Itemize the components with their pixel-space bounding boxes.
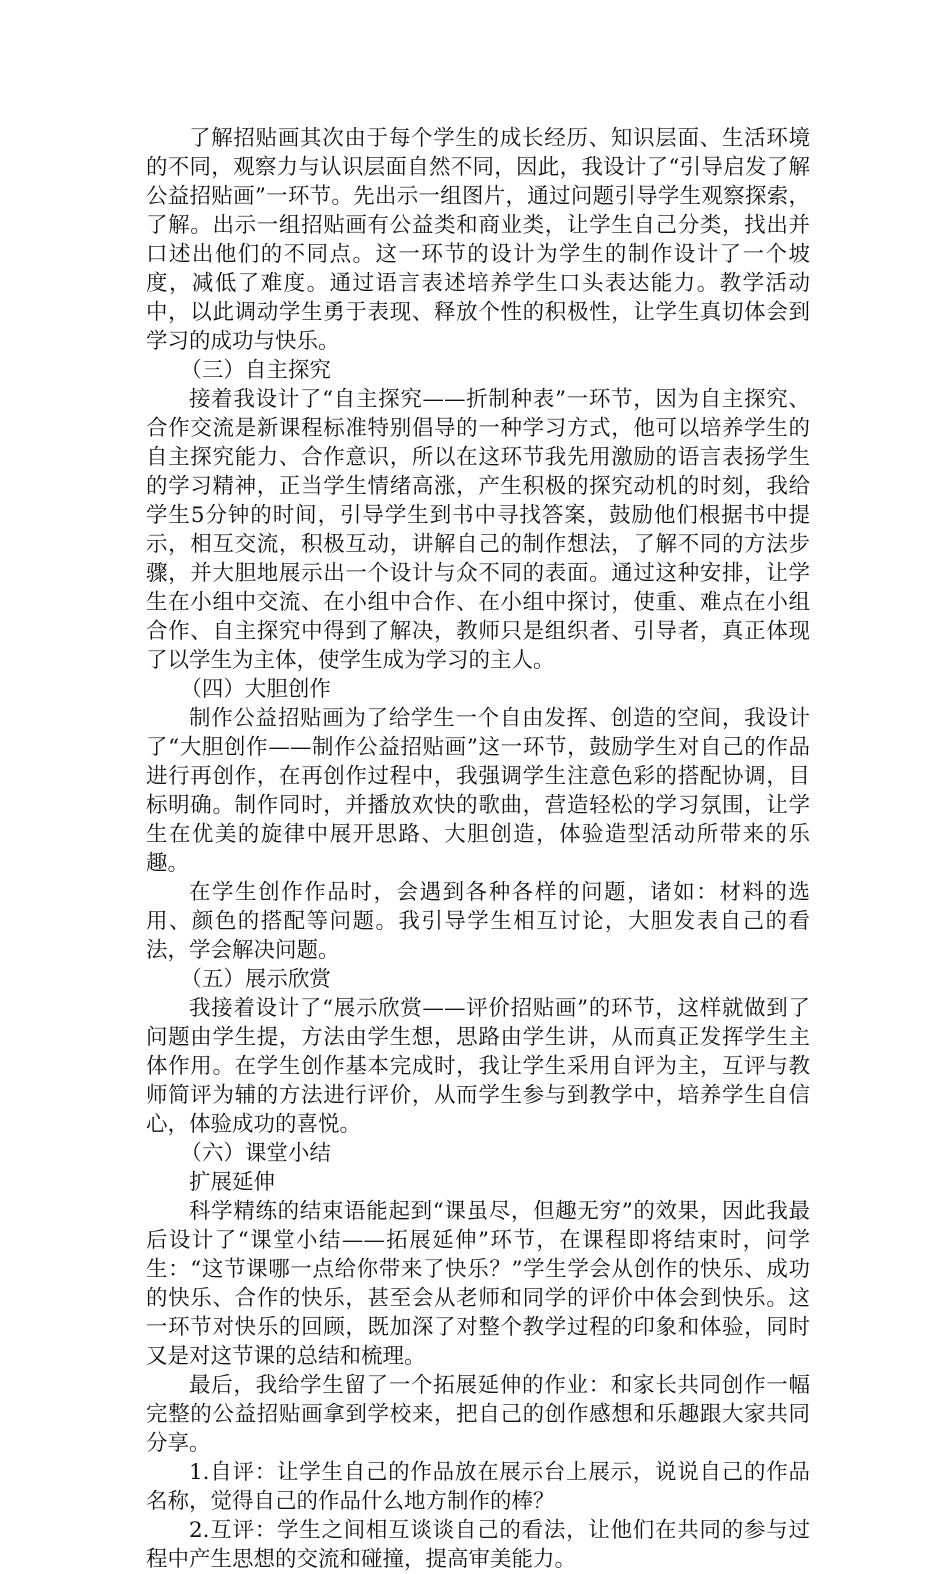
paragraph-summary: 科学精练的结束语能起到“课虽尽，但趣无穷”的效果，因此我最后设计了“课堂小结——拓展延伸”环节，在课程即将结束时，问学生：“这节课哪一点给你带来了快乐？”学生学会从创作的快乐、成功的快乐、合作的快乐，甚至会从老师和同学的评价中体会到快乐。这一环节对快乐的回顾，既加深了对整个教学过程的印象和体验，同时又是对这节课的总结和梳理。 [146, 1199, 810, 1369]
section-heading-6: （六）课堂小结 [180, 1141, 331, 1166]
paragraph-bold-create: 制作公益招贴画为了给学生一个自由发挥、创造的空间，我设计了“大胆创作——制作公益招贴画”这一环节，鼓励学生对自己的作品进行再创作，在再创作过程中，我强调学生注意色彩的搭配协调，目标明确。制作同时，并播放欢快的歌曲，营造轻松的学习氛围，让学生在优美的旋律中展开思路、大胆创造，体验造型活动所带来的乐趣。 [146, 706, 810, 876]
paragraph-self-eval: 1.自评：让学生自己的作品放在展示台上展示，说说自己的作品名称，觉得自己的作品什么地方制作的棒？ [146, 1460, 810, 1514]
paragraph-self-explore: 接着我设计了“自主探究——折制种表”一环节，因为自主探究、合作交流是新课程标准特别倡导的一种学习方式，他可以培养学生的自主探究能力、合作意识，所以在这环节我先用激励的语言表扬学生的学习精神，正当学生情绪高涨，产生积极的探究动机的时刻，我给学生5分钟的时间，引导学生到书中寻找答案，鼓励他们根据书中提示，相互交流，积极互动，讲解自己的制作想法，了解不同的方法步骤，并大胆地展示出一个设计与众不同的表面。通过这种安排，让学生在小组中交流、在小组中合作、在小组中探讨，使重、难点在小组合作、自主探究中得到了解决，教师只是组织者、引导者，真正体现了以学生为主体，使学生成为学习的主人。 [146, 387, 810, 673]
paragraph-peer-eval: 2.互评：学生之间相互谈谈自己的看法，让他们在共同的参与过程中产生思想的交流和碰撞，提高审美能力。 [146, 1518, 810, 1572]
paragraph-display: 我接着设计了“展示欣赏——评价招贴画”的环节，这样就做到了问题由学生提，方法由学生想，思路由学生讲，从而真正发挥学生主体作用。在学生创作基本完成时，我让学生采用自评为主，互评与教师简评为辅的方法进行评价，从而学生参与到教学中，培养学生自信心，体验成功的喜悦。 [146, 996, 810, 1137]
document-page [146, 124, 810, 1574]
paragraph-problems: 在学生创作作品时，会遇到各种各样的问题，诸如：材料的选用、颜色的搭配等问题。我引导学生相互讨论，大胆发表自己的看法，学会解决问题。 [146, 880, 810, 963]
paragraph-homework: 最后，我给学生留了一个拓展延伸的作业：和家长共同创作一幅完整的公益招贴画拿到学校来，把自己的创作感想和乐趣跟大家共同分享。 [146, 1373, 810, 1456]
paragraph-extension-title: 扩展延伸 [189, 1170, 276, 1195]
section-heading-3: （三）自主探究 [180, 358, 331, 383]
section-heading-4: （四）大胆创作 [180, 677, 331, 702]
paragraph-intro: 了解招贴画其次由于每个学生的成长经历、知识层面、生活环境的不同，观察力与认识层面自然不同，因此，我设计了“引导启发了解公益招贴画”一环节。先出示一组图片，通过问题引导学生观察探索，了解。出示一组招贴画有公益类和商业类，让学生自己分类，找出并口述出他们的不同点。这一环节的设计为学生的制作设计了一个坡度，减低了难度。通过语言表述培养学生口头表达能力。教学活动中，以此调动学生勇于表现、释放个性的积极性，让学生真切体会到学习的成功与快乐。 [146, 126, 810, 354]
section-heading-5: （五）展示欣赏 [180, 967, 331, 992]
